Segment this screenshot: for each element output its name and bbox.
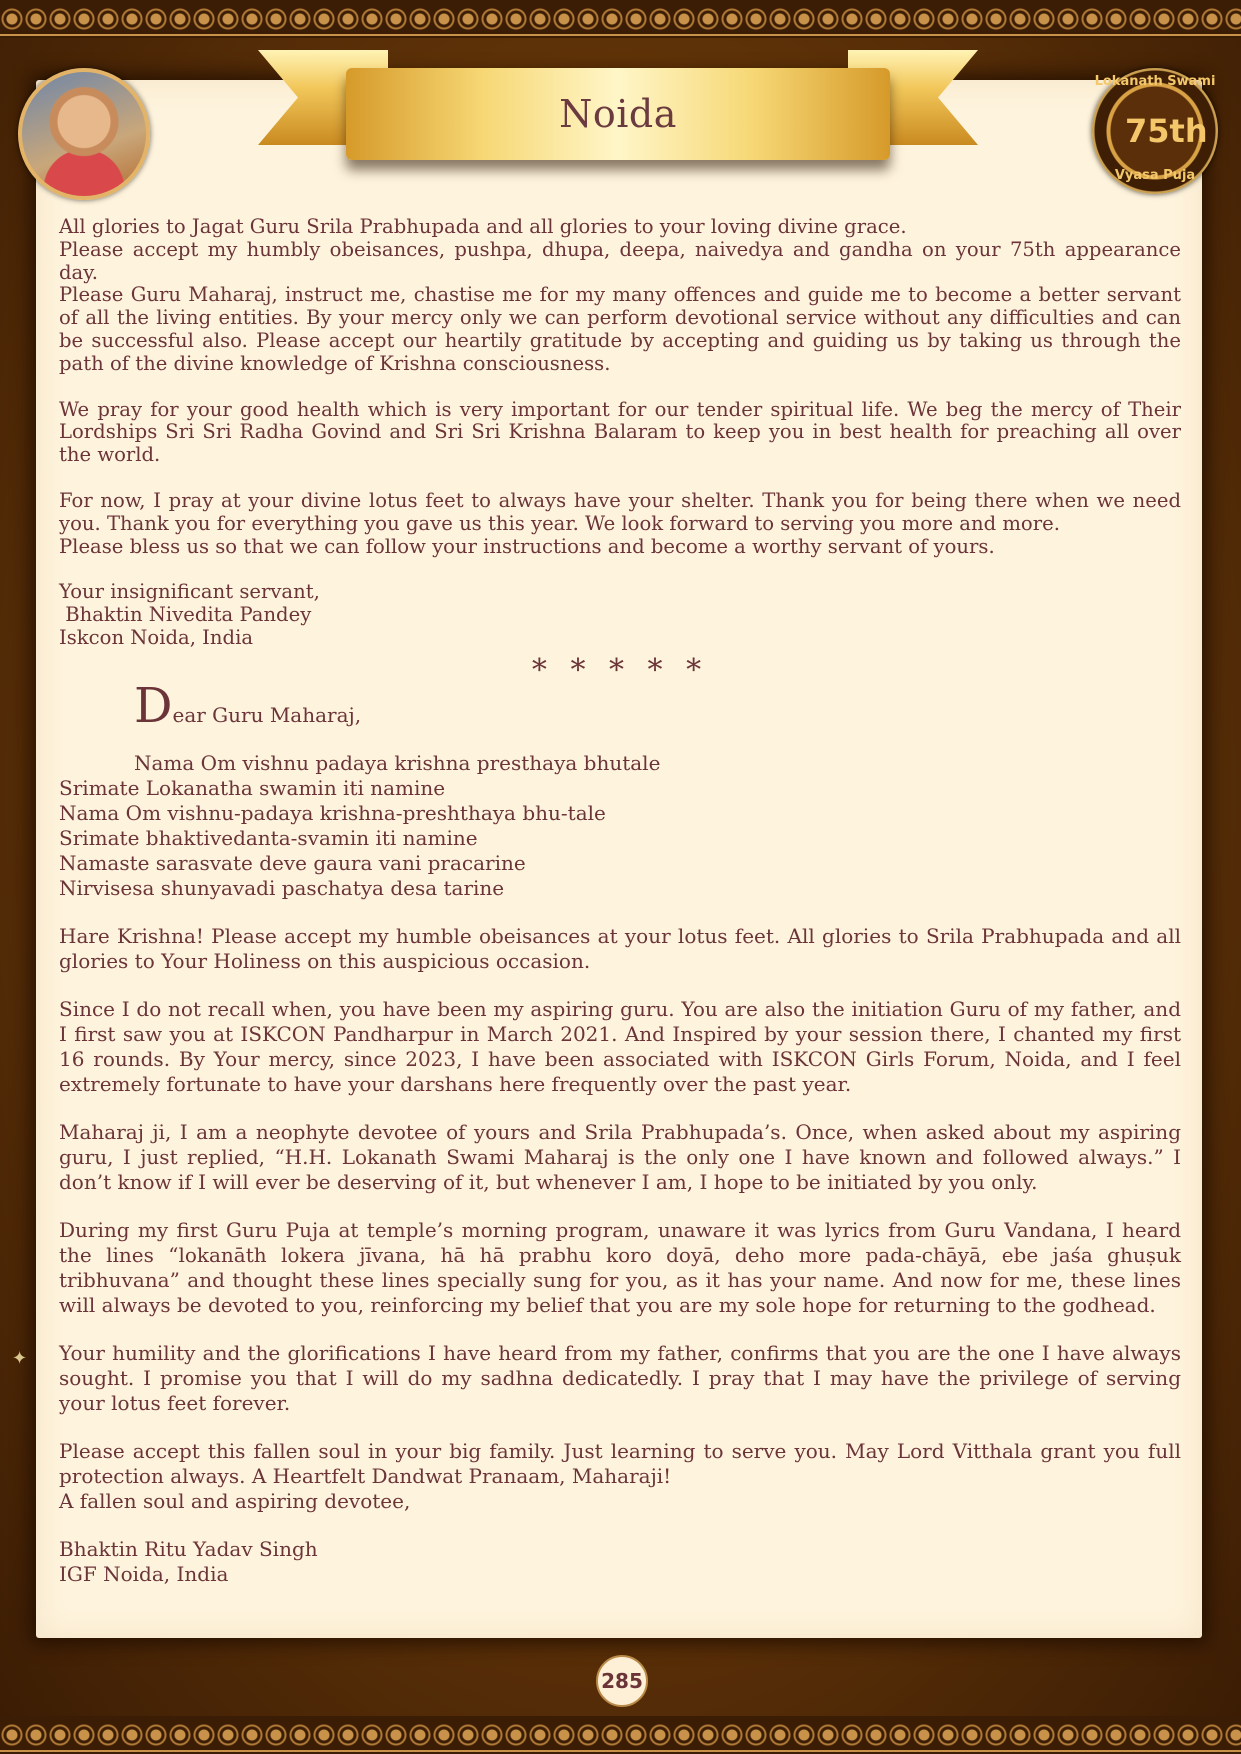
section-separator: * * * * * — [531, 652, 709, 688]
verse-line: Namaste sarasvate deve gaura vani pracarine — [59, 850, 526, 875]
seal-bottom-text: Vyasa Puja — [1114, 168, 1196, 183]
guru-portrait — [18, 68, 150, 200]
page-content — [59, 216, 1181, 1587]
letter-1-line: Please Guru Maharaj, instruct me, chastise me for my many offences and guide me to become a better servant of all the living entities. By your mercy only we can perform devotional service without any difficulties and can be successful also. Please accept our heartily gratitude by accepting and guiding us by taking us through the path of the divine knowledge of Krishna consciousness. — [59, 283, 1181, 375]
letter-2-paragraph: Your humility and the glorifications I have heard from my father, confirms that you are the one I have always sought. I promise you that I will do my sadhna dedicatedly. I pray that I may have the privilege of serving your lotus feet forever. — [59, 1340, 1181, 1415]
anniversary-seal — [1092, 68, 1218, 194]
verse-line: Srimate Lokanatha swamin iti namine — [59, 775, 446, 800]
letter-2 — [59, 677, 1181, 1587]
verse-line: Nama Om vishnu padaya krishna presthaya bhutale — [134, 750, 661, 775]
decorative-top-border — [0, 0, 1241, 38]
letter-2-closing: A fallen soul and aspiring devotee, — [59, 1488, 411, 1513]
page-number: 285 — [596, 1655, 648, 1707]
letter-1-paragraph: We pray for your good health which is very important for our tender spiritual life. We beg the mercy of Their Lordships Sri Sri Radha Govind and Sri Sri Krishna Balaram to keep you in best health for preaching all over the world. — [59, 397, 1181, 467]
letter-1-author: Bhaktin Nivedita Pandey — [59, 603, 312, 627]
letter-1-place: Iskcon Noida, India — [59, 625, 254, 649]
seal-number: 75th — [1125, 112, 1208, 150]
letter-2-author: Bhaktin Ritu Yadav Singh — [59, 1536, 318, 1561]
letter-1-paragraph: Please bless us so that we can follow your instructions and become a worthy servant of yours. — [59, 534, 995, 558]
letter-2-paragraph: Hare Krishna! Please accept my humble obeisances at your lotus feet. All glories to Srila Prabhupada and all glories to Your Holiness on this auspicious occasion. — [59, 923, 1181, 973]
letter-2-place: IGF Noida, India — [59, 1561, 229, 1586]
letter-1-line: Please accept my humbly obeisances, pushpa, dhupa, deepa, naivedya and gandha on your 75th appearance day. — [59, 237, 1181, 284]
letter-1-paragraph: For now, I pray at your divine lotus feet to always have your shelter. Thank you for being there when we need you. Thank you for everything you gave us this year. We look forward to serving you more and more. — [59, 488, 1181, 535]
letter-2-closing: Please accept this fallen soul in your big family. Just learning to serve you. May Lord Vitthala grant you full protection always. A Heartfelt Dandwat Pranaam, Maharaji! — [59, 1438, 1181, 1488]
drop-cap: D — [134, 677, 173, 734]
banner-plate — [346, 68, 890, 160]
letter-2-paragraph: During my first Guru Puja at temple’s morning program, unaware it was lyrics from Guru Vandana, I heard the lines “lokanāth lokera jīvana, hā hā prabhu koro doyā, deho more pada-chāyā, ebe jaśa ghuṣuk tribhuvana” and thought these lines specially sung for you, as it has your name. And now for me, these lines will always be devoted to you, reinforcing my belief that you are my sole hope for returning to the godhead. — [59, 1217, 1181, 1317]
letter-2-paragraph: Maharaj ji, I am a neophyte devotee of yours and Srila Prabhupada’s. Once, when asked about my aspiring guru, I just replied, “H.H. Lokanath Swami Maharaj is the only one I have known and followed always.” I don’t know if I will ever be deserving of it, but whenever I am, I hope to be initiated by you only. — [59, 1119, 1181, 1194]
letter-2-paragraph: Since I do not recall when, you have been my aspiring guru. You are also the initiation Guru of my father, and I first saw you at ISKCON Pandharpur in March 2021. And Inspired by your session there, I chanted my first 16 rounds. By Your mercy, since 2023, I have been associated with ISKCON Girls Forum, Noida, and I feel extremely fortunate to have your darshans here frequently over the past year. — [59, 996, 1181, 1096]
salutation — [59, 677, 1181, 734]
salutation-text: ear Guru Maharaj, — [172, 702, 362, 727]
page-title: Noida — [559, 92, 677, 136]
letter-1-line: All glories to Jagat Guru Srila Prabhupada and all glories to your loving divine grace. — [59, 215, 907, 238]
decorative-bottom-border — [0, 1716, 1241, 1754]
verse-line: Nama Om vishnu-padaya krishna-preshthaya bhu-tale — [59, 800, 606, 825]
seal-top-text: Lokanath Swami — [1094, 74, 1216, 89]
letter-1 — [59, 216, 1181, 650]
verse-line: Srimate bhaktivedanta-svamin iti namine — [59, 825, 478, 850]
letter-1-signoff: Your insignificant servant, — [59, 580, 320, 604]
sparkle-decoration: ✦ — [12, 1348, 28, 1369]
verse-line: Nirvisesa shunyavadi paschatya desa tarine — [59, 875, 505, 900]
title-banner — [258, 50, 978, 178]
